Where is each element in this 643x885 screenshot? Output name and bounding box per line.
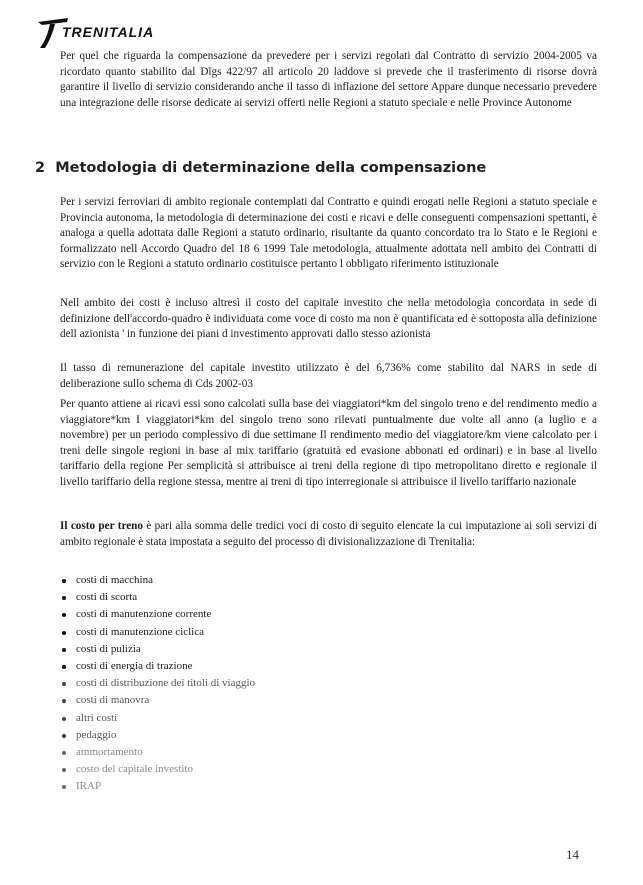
bullet-icon: [62, 579, 66, 583]
list-item: costi di manovra: [60, 692, 480, 709]
bullet-icon: [62, 648, 66, 652]
cost-items-list: [60, 572, 480, 795]
bullet-icon: [62, 717, 66, 721]
list-item: costi di manutenzione corrente: [60, 606, 480, 623]
cost-per-train-text: è pari alla somma delle tredici voci di costo di seguito elencate la cui imputazione ai soli servizi di ambito regionale è stata impostata a seguito del processo di divisionalizzazione di Trenitalia:: [60, 520, 597, 548]
list-item: costi di macchina: [60, 572, 480, 589]
brand-name: TRENITALIA: [62, 24, 155, 40]
bullet-icon: [62, 751, 66, 755]
intro-paragraph: Per quel che riguarda la compensazione da prevedere per i servizi regolati dal Contratto di servizio 2004-2005 va ricordato quanto stabilito dal Dlgs 422/97 all articolo 20 laddove si prevede che il trasferimento di risorse dovrà garantire il livello di servizio considerando anche il tasso di inflazione del settore Appare dunque necessario prevedere una integrazione delle risorse dedicate ai servizi offerti nelle Regioni a statuto speciale e nelle Province Autonome: [60, 50, 597, 109]
list-item: costi di distribuzione dei titoli di viaggio: [60, 675, 480, 692]
bullet-icon: [62, 699, 66, 703]
bullet-icon: [62, 734, 66, 738]
bullet-icon: [62, 631, 66, 635]
bullet-icon: [62, 785, 66, 789]
list-item: costi di scorta: [60, 589, 480, 606]
section-title: Metodologia di determinazione della compensazione: [55, 160, 487, 176]
list-item: costi di energia di trazione: [60, 658, 480, 675]
page-number: 14: [566, 847, 579, 862]
paragraph-cost-per-train: [60, 519, 597, 550]
section-heading: [35, 160, 486, 176]
bullet-icon: [62, 665, 66, 669]
list-item: costi di pulizia: [60, 641, 480, 658]
bullet-icon: [62, 596, 66, 600]
bullet-icon: [62, 682, 66, 686]
list-item: ammortamento: [60, 744, 480, 761]
cost-per-train-lead: Il costo per treno: [60, 520, 143, 532]
bullet-icon: [62, 613, 66, 617]
list-item: costi di manutenzione ciclica: [60, 624, 480, 641]
list-item: costo del capitale investito: [60, 761, 480, 778]
paragraph-revenues: Per quanto attiene ai ricavi essi sono calcolati sulla base dei viaggiatori*km del singolo treno e del rendimento medio a viaggiatore*km I viaggiatori*km del singolo treno sono rilevati puntualmente due volte all anno (a luglio e a novembre) per un periodo complessivo di due settimane Il rendimento medio del viaggiatore/km viene calcolato per i treni delle singole regioni in base al mix tariffario (gratuità ed evasione abbonati ed ordinari) e in base al livello tariffario della regione Per semplicità si attribuisce ai treni della regione di tipo metropolitano diretto e regionale il livello tariffario della regione stessa, mentre ai treni di tipo interregionale si attribuisce il livello tariffario nazionale: [60, 398, 597, 488]
list-item: altri costi: [60, 710, 480, 727]
bullet-icon: [62, 768, 66, 772]
section-number: 2: [35, 160, 46, 176]
paragraph-capital-cost: Nell ambito dei costi è incluso altresì il costo del capitale investito che nella metodologia concordata in sede di definizione dell'accordo-quadro è individuata come voce di costo ma non è quantificata ed è sottoposta alla definizione dell azionista ' in funzione dei piani d investimento approvati dallo stesso azionista: [60, 297, 597, 341]
list-item: pedaggio: [60, 727, 480, 744]
paragraph-remuneration-rate: Il tasso di remunerazione del capitale investito utilizzato è del 6,736% come stabilito dal NARS in sede di deliberazione sullo schema di Cds 2002-03: [60, 362, 597, 390]
paragraph-methodology: Per i servizi ferroviari di ambito regionale contemplati dal Contratto e quindi erogati nelle Regioni a statuto speciale e Provincia autonoma, la metodologia di determinazione dei costi e ricavi e delle conseguenti compensazioni spettanti, è analoga a quella adottata dalle Regioni a statuto ordinario, risultante da quanto concordato tra lo Stato e le Regioni e formalizzato nell Accordo Quadro del 18 6 1999 Tale metodologia, attualmente adottata nell ambito dei Contratti di servizio con le Regioni a statuto ordinario costituisce pertanto l obbligato riferimento istituzionale: [60, 196, 597, 271]
list-item: IRAP: [60, 778, 480, 795]
